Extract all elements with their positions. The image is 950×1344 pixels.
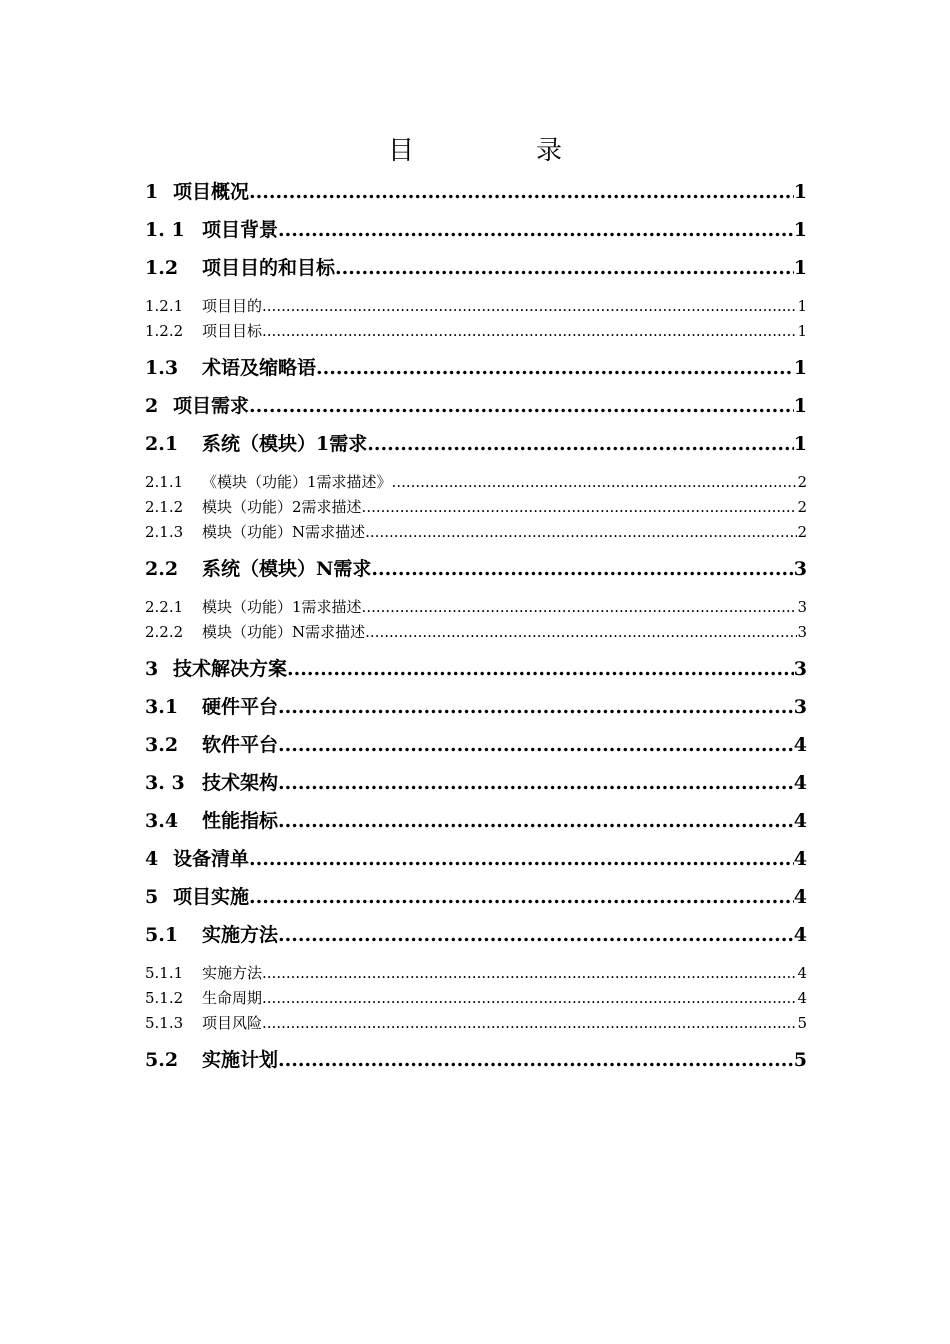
toc-dot-leader — [278, 923, 794, 947]
toc-entry-number: 3.1 — [145, 696, 179, 718]
toc-dot-leader — [278, 771, 794, 795]
toc-entry-page-number: 3 — [797, 598, 807, 616]
toc-entry-title: 实施方法 — [202, 964, 263, 982]
toc-entry-level-3[interactable] — [145, 986, 807, 1011]
toc-entry-level-2[interactable] — [145, 218, 807, 242]
toc-dot-leader — [278, 218, 794, 242]
toc-entry-level-3[interactable] — [145, 620, 807, 645]
toc-entry-level-3[interactable] — [145, 595, 807, 620]
toc-entry-number: 1 — [145, 181, 159, 203]
toc-entry-title: 项目需求 — [173, 395, 250, 417]
toc-entry-number: 3.2 — [145, 734, 179, 756]
toc-entry-title: 项目概况 — [173, 181, 250, 203]
toc-dot-leader — [249, 885, 794, 909]
toc-dot-leader — [362, 595, 798, 620]
toc-entry-title: 《模块（功能）1需求描述》 — [202, 473, 392, 491]
toc-dot-leader — [278, 733, 794, 757]
toc-entry-number: 2.1.1 — [145, 473, 184, 491]
toc-entry-title: 模块（功能）2需求描述 — [202, 498, 362, 516]
toc-entry-number: 5.2 — [145, 1049, 179, 1071]
toc-entry-title: 生命周期 — [202, 989, 263, 1007]
toc-entry-page-number: 4 — [793, 734, 807, 756]
toc-entry-number: 2 — [145, 395, 159, 417]
toc-dot-leader — [262, 319, 797, 344]
toc-entry-number: 1.2.2 — [145, 322, 184, 340]
toc-entry-title: 项目目标 — [202, 322, 263, 340]
toc-entry-title: 实施计划 — [202, 1049, 279, 1071]
toc-entry-number: 5.1.2 — [145, 989, 184, 1007]
toc-entry-page-number: 4 — [797, 989, 807, 1007]
toc-entry-level-2[interactable] — [145, 256, 807, 280]
toc-entry-title: 项目背景 — [202, 219, 279, 241]
toc-entry-level-1[interactable] — [145, 394, 807, 418]
toc-entry-page-number: 4 — [793, 924, 807, 946]
toc-entry-page-number: 1 — [793, 433, 807, 455]
toc-entry-page-number: 4 — [793, 848, 807, 870]
toc-entry-number: 4 — [145, 848, 159, 870]
toc-entry-number: 5.1.3 — [145, 1014, 184, 1032]
toc-dot-leader — [335, 256, 794, 280]
toc-dot-leader — [249, 180, 794, 204]
toc-entry-title: 技术架构 — [202, 772, 279, 794]
toc-entry-page-number: 4 — [793, 810, 807, 832]
toc-dot-leader — [262, 986, 797, 1011]
toc-dot-leader — [365, 520, 797, 545]
toc-dot-leader — [362, 495, 798, 520]
toc-entry-title: 项目风险 — [202, 1014, 263, 1032]
toc-entry-page-number: 5 — [797, 1014, 807, 1032]
toc-entry-number: 3.4 — [145, 810, 179, 832]
toc-entry-page-number: 1 — [797, 297, 807, 315]
toc-entry-number: 2.1.3 — [145, 523, 184, 541]
toc-entry-number: 2.2.2 — [145, 623, 184, 641]
toc-dot-leader — [262, 294, 797, 319]
toc-entry-title: 系统（模块）N需求 — [202, 558, 372, 580]
toc-entry-page-number: 2 — [797, 523, 807, 541]
toc-entry-title: 项目实施 — [173, 886, 250, 908]
toc-entry-number: 3 — [145, 658, 159, 680]
toc-dot-leader — [371, 557, 793, 581]
toc-dot-leader — [262, 1011, 797, 1036]
toc-entry-page-number: 4 — [793, 772, 807, 794]
toc-entry-title: 性能指标 — [202, 810, 279, 832]
toc-entry-title: 项目目的 — [202, 297, 263, 315]
toc-entry-number: 2.1.2 — [145, 498, 184, 516]
toc-entry-level-2[interactable] — [145, 1048, 807, 1072]
toc-entry-title: 硬件平台 — [202, 696, 279, 718]
toc-entry-number: 1. 1 — [145, 219, 185, 241]
toc-entry-level-3[interactable] — [145, 294, 807, 319]
toc-entry-title: 实施方法 — [202, 924, 279, 946]
toc-entry-number: 1.2.1 — [145, 297, 184, 315]
toc-entry-level-1[interactable] — [145, 847, 807, 871]
toc-entry-level-3[interactable] — [145, 961, 807, 986]
toc-entry-number: 2.1 — [145, 433, 179, 455]
toc-entry-number: 5 — [145, 886, 159, 908]
toc-dot-leader — [287, 657, 794, 681]
toc-entry-number: 1.2 — [145, 257, 179, 279]
toc-entry-level-2[interactable] — [145, 809, 807, 833]
toc-entry-level-1[interactable] — [145, 180, 807, 204]
toc-entry-page-number: 1 — [793, 257, 807, 279]
toc-dot-leader — [365, 620, 797, 645]
toc-entry-title: 软件平台 — [202, 734, 279, 756]
toc-entry-page-number: 3 — [793, 558, 807, 580]
toc-dot-leader — [249, 847, 794, 871]
toc-entry-level-3[interactable] — [145, 495, 807, 520]
toc-entry-page-number: 1 — [793, 395, 807, 417]
toc-entry-level-2[interactable] — [145, 733, 807, 757]
toc-entry-title: 模块（功能）N需求描述 — [202, 523, 366, 541]
toc-dot-leader — [278, 695, 794, 719]
toc-entry-number: 5.1.1 — [145, 964, 184, 982]
toc-entry-title: 系统（模块）1需求 — [202, 433, 368, 455]
toc-entry-number: 2.2.1 — [145, 598, 184, 616]
toc-entry-number: 2.2 — [145, 558, 179, 580]
toc-entry-page-number: 3 — [793, 658, 807, 680]
toc-entry-page-number: 3 — [797, 623, 807, 641]
toc-entry-page-number: 1 — [793, 219, 807, 241]
toc-entry-level-2[interactable] — [145, 356, 807, 380]
toc-entry-number: 1.3 — [145, 357, 179, 379]
toc-entry-level-3[interactable] — [145, 520, 807, 545]
table-of-contents — [145, 180, 807, 1086]
toc-entry-page-number: 1 — [793, 181, 807, 203]
toc-entry-page-number: 2 — [797, 473, 807, 491]
toc-dot-leader — [367, 432, 794, 456]
toc-dot-leader — [278, 1048, 794, 1072]
toc-dot-leader — [392, 470, 798, 495]
toc-entry-title: 模块（功能）1需求描述 — [202, 598, 362, 616]
toc-entry-page-number: 1 — [793, 357, 807, 379]
toc-entry-level-3[interactable] — [145, 1011, 807, 1036]
toc-dot-leader — [316, 356, 794, 380]
toc-entry-page-number: 4 — [797, 964, 807, 982]
toc-entry-page-number: 2 — [797, 498, 807, 516]
toc-entry-title: 项目目的和目标 — [202, 257, 336, 279]
toc-dot-leader — [278, 809, 794, 833]
toc-entry-level-1[interactable] — [145, 657, 807, 681]
toc-entry-page-number: 3 — [793, 696, 807, 718]
toc-entry-level-2[interactable] — [145, 557, 807, 581]
toc-entry-page-number: 5 — [793, 1049, 807, 1071]
toc-title: 目 录 — [387, 136, 610, 166]
toc-entry-title: 设备清单 — [173, 848, 250, 870]
toc-entry-page-number: 1 — [797, 322, 807, 340]
toc-entry-level-2[interactable] — [145, 432, 807, 456]
toc-dot-leader — [249, 394, 794, 418]
toc-entry-level-3[interactable] — [145, 319, 807, 344]
toc-entry-level-2[interactable] — [145, 695, 807, 719]
toc-entry-page-number: 4 — [793, 886, 807, 908]
toc-dot-leader — [262, 961, 797, 986]
toc-entry-title: 术语及缩略语 — [202, 357, 317, 379]
toc-entry-title: 模块（功能）N需求描述 — [202, 623, 366, 641]
toc-entry-level-1[interactable] — [145, 885, 807, 909]
toc-entry-number: 5.1 — [145, 924, 179, 946]
toc-entry-level-3[interactable] — [145, 470, 807, 495]
toc-entry-level-2[interactable] — [145, 771, 807, 795]
toc-entry-number: 3. 3 — [145, 772, 185, 794]
toc-entry-title: 技术解决方案 — [173, 658, 288, 680]
toc-entry-level-2[interactable] — [145, 923, 807, 947]
